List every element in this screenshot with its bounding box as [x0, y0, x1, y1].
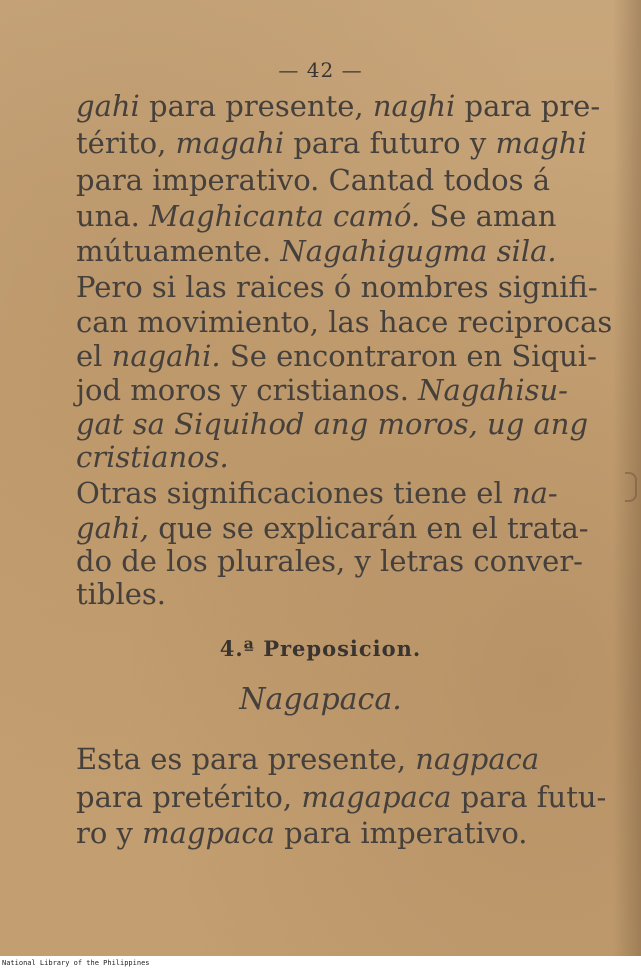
- text-line: [76, 90, 600, 122]
- text-line: [76, 200, 556, 232]
- text-run: Se aman: [420, 199, 557, 233]
- text-line: [76, 235, 557, 267]
- text-line: [76, 545, 583, 577]
- text-run: que se explicarán en el trata-: [149, 511, 589, 545]
- text-line: [76, 127, 587, 159]
- italic-text-run: Nagahisu-: [418, 373, 568, 407]
- section-subheading: Nagapaca.: [239, 682, 402, 717]
- text-run: para futuro y: [284, 126, 496, 160]
- section-heading: 4.ª Preposicion.: [219, 636, 422, 661]
- italic-text-run: naghi: [372, 89, 456, 123]
- text-run: Esta es para presente,: [76, 742, 416, 776]
- text-line: [76, 512, 589, 544]
- text-line: [76, 340, 597, 372]
- text-run: una.: [76, 199, 150, 233]
- italic-text-run: nagahi.: [111, 339, 221, 373]
- page-edge-mark: [625, 472, 637, 502]
- text-run: térito,: [76, 126, 176, 160]
- italic-text-run: gahi,: [76, 511, 150, 545]
- text-run: para pre-: [455, 89, 601, 123]
- footer-credit: National Library of the Philippines: [2, 959, 150, 967]
- text-line: [76, 817, 527, 849]
- text-line: [76, 743, 539, 775]
- text-run: do de los plurales, y letras conver-: [76, 544, 583, 578]
- italic-text-run: nagpaca: [415, 742, 540, 776]
- text-line: [76, 781, 606, 813]
- text-run: el: [76, 339, 112, 373]
- italic-text-run: cristianos.: [76, 440, 229, 474]
- italic-text-run: gat sa Siquihod ang moros, ug ang: [76, 407, 589, 441]
- text-line: [76, 578, 166, 610]
- text-run: can movimiento, las hace reciprocas: [76, 305, 613, 339]
- page-number: — 42 —: [278, 58, 363, 82]
- text-line: [76, 271, 598, 303]
- italic-text-run: magpaca: [142, 816, 275, 850]
- text-run: para pretérito,: [76, 780, 302, 814]
- italic-text-run: maghi: [495, 126, 587, 160]
- text-run: para imperativo. Cantad todos á: [76, 163, 550, 197]
- text-run: Pero si las raices ó nombres signifi-: [76, 270, 598, 304]
- text-run: para presente,: [139, 89, 373, 123]
- text-run: para futu-: [451, 780, 607, 814]
- italic-text-run: magapaca: [301, 780, 452, 814]
- italic-text-run: magahi: [175, 126, 285, 160]
- text-run: Otras significaciones tiene el: [76, 476, 512, 510]
- text-run: tibles.: [76, 577, 167, 611]
- text-run: ro y: [76, 816, 143, 850]
- text-line: [76, 441, 229, 473]
- italic-text-run: Nagahigugma sila.: [280, 234, 557, 268]
- footer-bar: [0, 956, 641, 968]
- italic-text-run: gahi: [76, 89, 140, 123]
- text-line: [76, 306, 612, 338]
- text-run: mútuamente.: [76, 234, 281, 268]
- text-run: para imperativo.: [274, 816, 528, 850]
- text-line: [76, 477, 558, 509]
- text-line: [76, 374, 568, 406]
- italic-text-run: na-: [511, 476, 558, 510]
- text-run: Se encontraron en Siqui-: [220, 339, 597, 373]
- text-run: jod moros y cristianos.: [76, 373, 419, 407]
- text-line: [76, 164, 550, 196]
- italic-text-run: Maghicanta camó.: [149, 199, 421, 233]
- text-line: [76, 408, 588, 440]
